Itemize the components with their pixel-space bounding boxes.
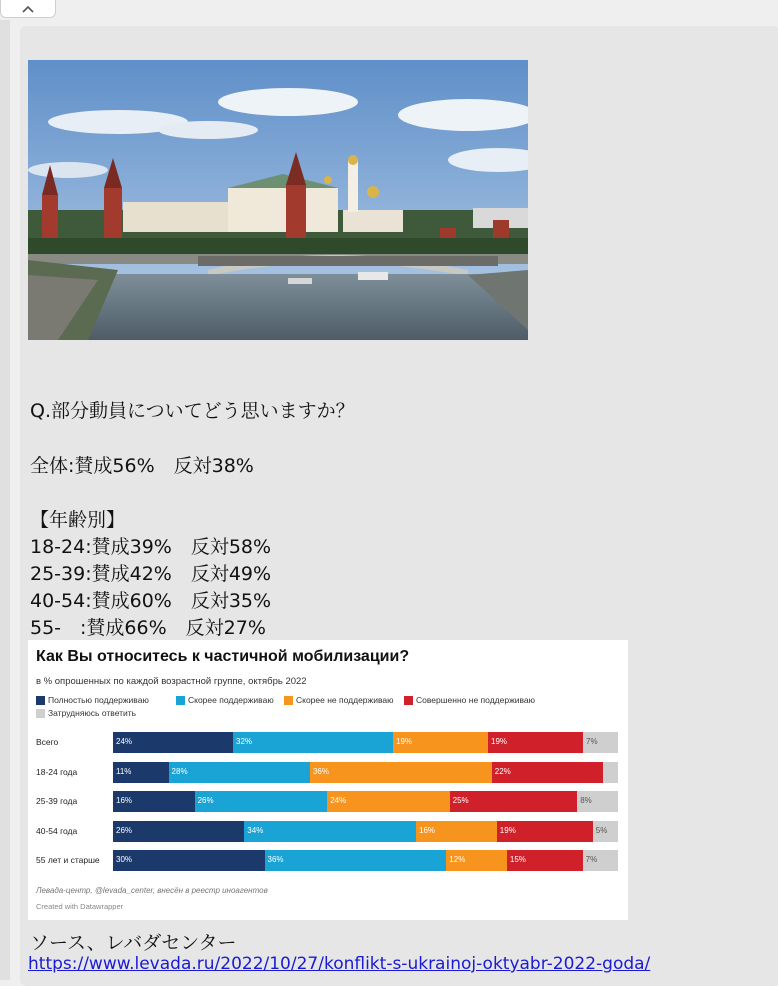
age-row: 40-54:賛成60% 反対35% — [30, 590, 272, 612]
age-row: 18-24:賛成39% 反対58% — [30, 536, 272, 558]
legend-item — [36, 708, 136, 718]
age-row: 55- :賛成66% 反対27% — [30, 617, 266, 639]
legend-item — [284, 695, 393, 705]
bar-track — [113, 762, 618, 783]
row-label: 55 лет и старше — [36, 855, 100, 865]
overall-result: 全体:賛成56% 反対38% — [30, 455, 254, 477]
legend-swatch — [404, 696, 413, 705]
question-text: Q.部分動員についてどう思いますか？ — [30, 400, 355, 422]
bar-segment — [265, 850, 447, 871]
bar-track — [113, 732, 618, 753]
kremlin-photo — [28, 60, 528, 340]
row-label: 40-54 года — [36, 825, 78, 836]
legend-swatch — [176, 696, 185, 705]
data-label: 8% — [580, 796, 592, 805]
data-label: 11% — [116, 766, 132, 776]
legend-item — [404, 695, 535, 705]
bar-segment — [233, 732, 393, 753]
collapse-button[interactable] — [0, 0, 56, 18]
legend-swatch — [284, 696, 293, 705]
data-label: 7% — [585, 855, 598, 864]
data-label: 19% — [396, 737, 413, 746]
data-label: 22% — [494, 766, 511, 776]
legend-swatch — [36, 696, 45, 705]
row-label: Всего — [36, 737, 59, 747]
bar-segment — [195, 791, 328, 812]
row-label: 18-24 года — [36, 766, 78, 777]
chart-credit: Created with Datawrapper — [36, 902, 124, 911]
data-label: 19% — [499, 825, 516, 835]
bar-segment — [113, 850, 265, 871]
data-label: 24% — [330, 796, 347, 805]
data-label: 5% — [595, 825, 608, 835]
chart-subtitle: в % опрошенных по каждой возрастной группе, октябрь 2022 — [36, 676, 307, 687]
bar-segment — [169, 762, 310, 783]
data-label: 28% — [171, 766, 188, 776]
data-label: 34% — [247, 825, 264, 835]
data-label: 36% — [267, 855, 284, 864]
source-label: ソース、レバダセンター — [30, 932, 237, 954]
data-label: 12% — [449, 855, 466, 864]
legend-label: Полностью поддерживаю — [48, 695, 149, 705]
legend-item — [36, 695, 149, 705]
bar-segment — [244, 821, 416, 842]
bar-segment — [310, 762, 492, 783]
chevron-up-icon — [21, 4, 35, 14]
data-label: 30% — [116, 855, 133, 864]
mobilization-chart — [28, 640, 628, 920]
data-label: 25% — [452, 796, 469, 805]
data-label: 16% — [116, 796, 133, 805]
bar-segment — [450, 791, 578, 812]
data-label: 7% — [586, 737, 598, 746]
bar-segment — [113, 821, 244, 842]
legend-label: Скорее не поддерживаю — [296, 695, 394, 705]
data-label: 15% — [509, 855, 526, 864]
data-label: 32% — [236, 737, 253, 746]
chart-title: Как Вы относитесь к частичной мобилизации? — [36, 648, 410, 665]
legend-swatch — [36, 709, 45, 718]
data-label: 24% — [116, 737, 133, 746]
data-label: 36% — [312, 766, 329, 776]
age-heading: 【年齢別】 — [30, 509, 126, 531]
bar-track — [113, 791, 618, 812]
data-label: 26% — [116, 825, 133, 835]
bar-track — [113, 821, 618, 842]
source-link[interactable]: https://www.levada.ru/2022/10/27/konflikt-s-ukrainoj-oktyabr-2022-goda/ — [28, 954, 651, 974]
age-row: 25-39:賛成42% 反対49% — [30, 563, 272, 585]
chart-source: Левада-центр, @levada_center, внесён в реестр иноагентов — [36, 886, 268, 895]
data-label: 19% — [491, 737, 508, 746]
bar-track — [113, 850, 618, 871]
legend-item — [176, 695, 274, 705]
row-label: 25-39 года — [36, 796, 78, 806]
data-label: 26% — [197, 796, 214, 805]
legend-label: Затрудняюсь ответить — [48, 708, 137, 718]
legend-label: Совершенно не поддерживаю — [416, 695, 536, 705]
data-label: 16% — [419, 825, 436, 835]
bar-segment — [603, 762, 618, 783]
left-rail — [0, 20, 10, 980]
legend-label: Скорее поддерживаю — [188, 695, 274, 705]
